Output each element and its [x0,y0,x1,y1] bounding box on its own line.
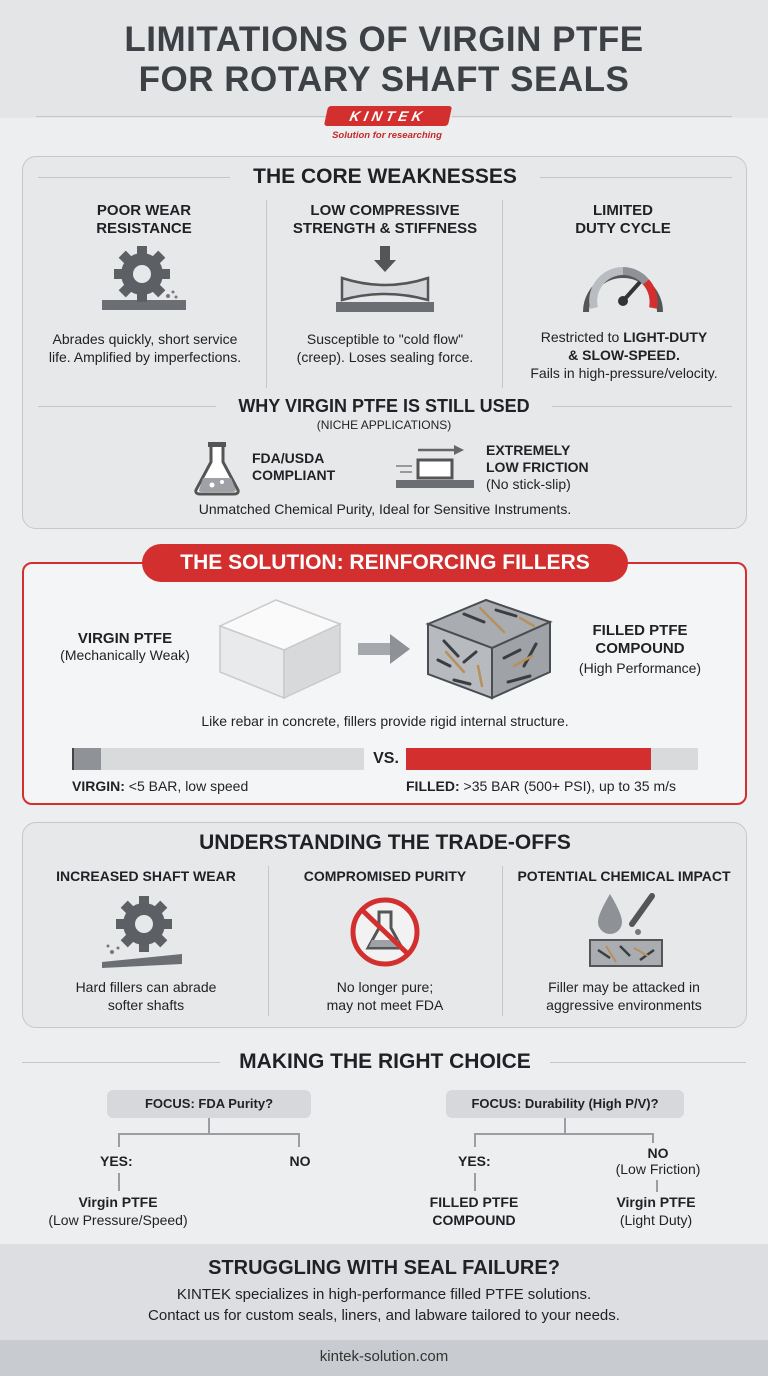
tradeoffs-heading: UNDERSTANDING THE TRADE-OFFS [199,831,571,854]
divider [552,406,732,407]
gear-wear-icon [98,244,190,320]
focus-fda-box: FOCUS: FDA Purity? [107,1090,311,1118]
tree-line [656,1180,658,1192]
column-divider [266,200,267,388]
tree-line [208,1118,210,1134]
divider [550,1062,746,1063]
virgin-ptfe-label: VIRGIN PTFE (Mechanically Weak) [60,630,190,663]
focus-durability-box: FOCUS: Durability (High P/V)? [446,1090,684,1118]
divider [36,116,326,117]
duty-cycle-title: LIMITED DUTY CYCLE [575,202,671,237]
why-summary: Unmatched Chemical Purity, Ideal for Sensitive Instruments. [198,501,572,517]
filled-ptfe-label: FILLED PTFE COMPOUND (High Performance) [578,622,702,676]
tree-line [118,1133,120,1147]
fda-compliant-label: FDA/USDA COMPLIANT [252,450,336,483]
column-divider [502,200,503,388]
purity-title: COMPROMISED PURITY [303,868,467,884]
low-friction-icon [394,444,476,490]
tree-line [474,1133,476,1147]
cta-body: KINTEK specializes in high-performance filled PTFE solutions. Contact us for custom seals, liners, and labware tailored to your needs. [148,1286,620,1324]
shaft-wear-title: INCREASED SHAFT WEAR [56,868,236,884]
page-title [0,20,768,100]
vs-label: VS. [373,750,399,767]
choice-heading: MAKING THE RIGHT CHOICE [239,1050,531,1073]
fda-no-label: NO [289,1153,311,1169]
filled-ptfe-cube-icon [424,596,554,702]
no-flask-icon [346,894,424,970]
virgin-pressure-fill [72,748,101,770]
shaft-wear-description: Hard fillers can abrade softer shafts [75,979,217,1013]
duty-cycle-description: Restricted to LIGHT-DUTY & SLOW-SPEED. Fails in high-pressure/velocity. [530,329,718,381]
compression-icon [332,244,438,320]
why-heading: WHY VIRGIN PTFE IS STILL USED [238,396,530,416]
rebar-analogy: Like rebar in concrete, fillers provide rigid internal structure. [201,713,569,729]
wear-description: Abrades quickly, short service life. Amplified by imperfections. [48,331,242,365]
tree-line [474,1173,476,1191]
virgin-pressure-bar [72,748,364,770]
tree-line [474,1133,654,1135]
low-friction-label: EXTREMELY LOW FRICTION (No stick-slip) [486,442,589,492]
title-line-1: LIMITATIONS OF VIRGIN PTFE [124,20,644,59]
divider [22,1062,220,1063]
chemical-impact-title: POTENTIAL CHEMICAL IMPACT [517,868,731,884]
title-line-2: FOR ROTARY SHAFT SEALS [138,60,630,99]
cta-heading: STRUGGLING WITH SEAL FAILURE? [208,1257,560,1279]
speedometer-icon [576,246,670,322]
durability-no-label: NO (Low Friction) [615,1145,701,1177]
filled-rating: FILLED: >35 BAR (500+ PSI), up to 35 m/s [406,778,676,794]
filled-pressure-fill [406,748,651,770]
tree-line [118,1133,300,1135]
compressive-description: Susceptible to "cold flow" (creep). Loses sealing force. [296,331,474,365]
kintek-logo[interactable]: KINTEK [324,106,452,126]
durability-yes-result: FILLED PTFE COMPOUND [429,1194,519,1228]
website-link[interactable]: kintek-solution.com [319,1348,449,1365]
chemical-impact-description: Filler may be attacked in aggressive environments [546,979,702,1013]
divider [540,177,732,178]
divider [452,116,732,117]
logo-tagline: Solution for researching [332,130,442,141]
virgin-ptfe-cube-icon [214,596,346,702]
gear-abrasion-icon [100,892,184,968]
virgin-rating: VIRGIN: <5 BAR, low speed [72,778,249,794]
column-divider [502,866,503,1016]
chemical-drop-icon [584,890,668,970]
tree-line [118,1173,120,1191]
purity-description: No longer pure; may not meet FDA [326,979,444,1013]
core-heading: THE CORE WEAKNESSES [253,165,517,188]
arrow-right-icon [356,632,412,666]
why-subheading: (NICHE APPLICATIONS) [316,418,452,432]
filled-pressure-bar [406,748,698,770]
tree-line [652,1133,654,1143]
durability-no-result: Virgin PTFE (Light Duty) [616,1194,696,1228]
durability-yes-label: YES: [458,1153,491,1169]
solution-heading: THE SOLUTION: REINFORCING FILLERS [142,544,628,582]
flask-icon [192,440,242,496]
fda-yes-label: YES: [100,1153,133,1169]
divider [38,406,216,407]
fda-yes-result: Virgin PTFE (Low Pressure/Speed) [48,1194,188,1228]
divider [38,177,230,178]
wear-title: POOR WEAR RESISTANCE [96,202,192,237]
tree-line [564,1118,566,1134]
tree-line [298,1133,300,1147]
compressive-title: LOW COMPRESSIVE STRENGTH & STIFFNESS [292,202,478,237]
column-divider [268,866,269,1016]
